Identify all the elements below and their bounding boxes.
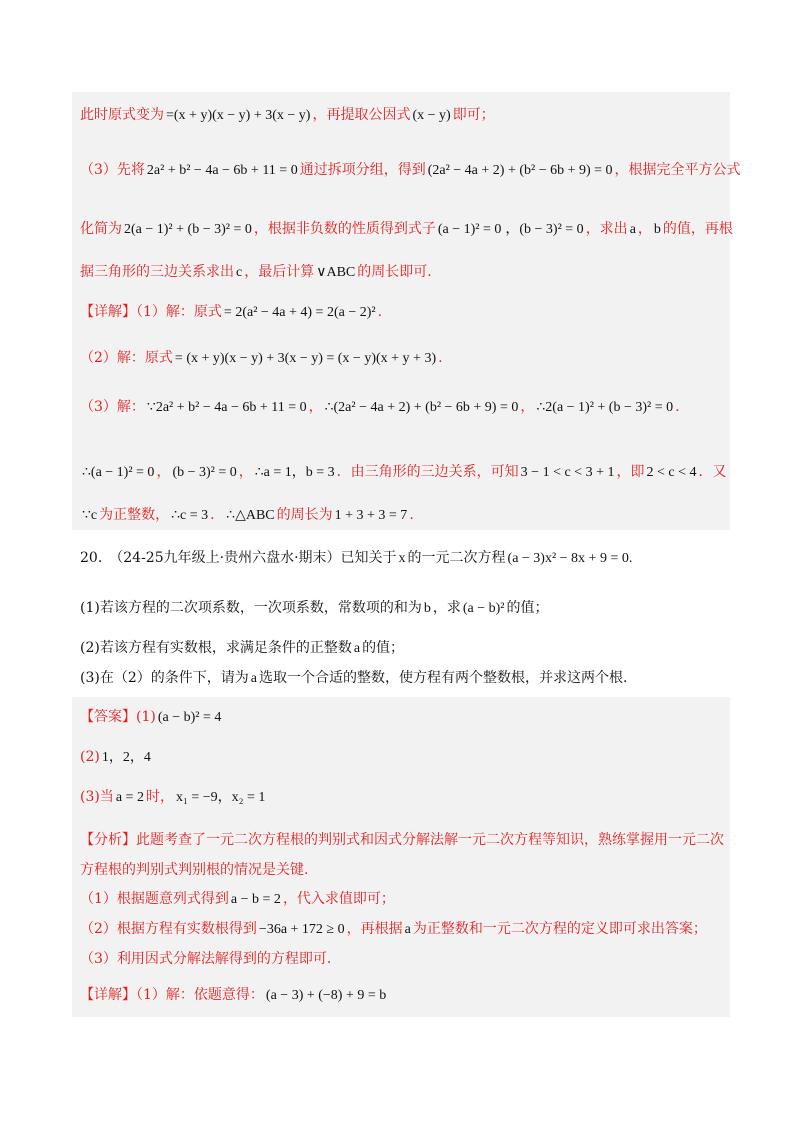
solution-block-bottom — [72, 697, 730, 1017]
text-line: ∵c 为正整数， ∴c = 3 ． ∴△ABC 的周长为 1 + 3 + 3 = 7 . — [82, 507, 414, 523]
answer-line-2: (2) 1，2，4 — [80, 749, 151, 765]
question-stem: 20. （24-25九年级上·贵州六盘水·期末）已知关于 x 的一元二次方程 (a − 3)x² − 8x + 9 = 0. — [80, 550, 633, 566]
text-line: 据三角形的三边关系求出 c ，最后计算 ∨ABC 的周长即可. — [80, 264, 432, 280]
detail-line: 【详解】（1）解：依题意得： (a − 3) + (−8) + 9 = b — [80, 987, 387, 1003]
question-part-1: (1)若该方程的二次项系数，一次项系数，常数项的和为 b ，求 (a − b)² 的值； — [80, 600, 549, 616]
question-part-2: (2)若该方程有实数根，求满足条件的正整数 a 的值； — [80, 640, 405, 656]
analysis-line: （2）根据方程有实数根得到 −36a + 172 ≥ 0 ，再根据 a 为正整数和一元二次方程的定义即可求出答案； — [80, 921, 707, 937]
text-line: 化简为 2(a − 1)² + (b − 3)² = 0 ，根据非负数的性质得到式子 (a − 1)² = 0 ，(b − 3)² = 0 ，求出 a ， b 的值，再根 — [80, 221, 733, 237]
analysis-line: 【分析】此题考查了一元二次方程根的判别式和因式分解法解一元二次方程等知识，熟练掌握用一元二次 — [80, 832, 724, 848]
text-line: （3）先将 2a² + b² − 4a − 6b + 11 = 0 通过拆项分组，得到 (2a² − 4a + 2) + (b² − 6b + 9) = 0 ，根据完全平方公式 — [80, 162, 741, 178]
question-part-3: (3)在（2）的条件下，请为 a 选取一个合适的整数，使方程有两个整数根，并求这两个根. — [80, 670, 628, 686]
text-line: ∴(a − 1)² = 0 ， (b − 3)² = 0 ， ∴a = 1，b = 3 ．由三角形的三边关系，可知 3 − 1 < c < 3 + 1 ，即 2 < c < 4 ．又 — [82, 464, 727, 480]
text-line: （3）解： ∵2a² + b² − 4a − 6b + 11 = 0 ， ∴(2a² − 4a + 2) + (b² − 6b + 9) = 0 ， ∴2(a − 1)² + (b − 3)² = 0 . — [80, 399, 680, 415]
answer-line-3: (3)当 a = 2 时， x₁ = −9，x₂ = 1 — [80, 789, 266, 805]
analysis-line: （3）利用因式分解法解得到的方程即可. — [80, 951, 332, 967]
analysis-line: 方程根的判别式判别根的情况是关键. — [80, 862, 309, 878]
text-line: 此时原式变为 =(x + y)(x − y) + 3(x − y) ，再提取公因式 (x − y) 即可； — [80, 107, 495, 123]
text-line: 【详解】（1）解：原式 = 2(a² − 4a + 4) = 2(a − 2)² . — [80, 304, 383, 320]
analysis-line: （1）根据题意列式得到 a − b = 2 ，代入求值即可； — [80, 891, 395, 907]
text-line: （2）解：原式 = (x + y)(x − y) + 3(x − y) = (x − y)(x + y + 3) . — [80, 350, 443, 366]
answer-line-1: 【答案】(1) (a − b)² = 4 — [80, 709, 222, 725]
